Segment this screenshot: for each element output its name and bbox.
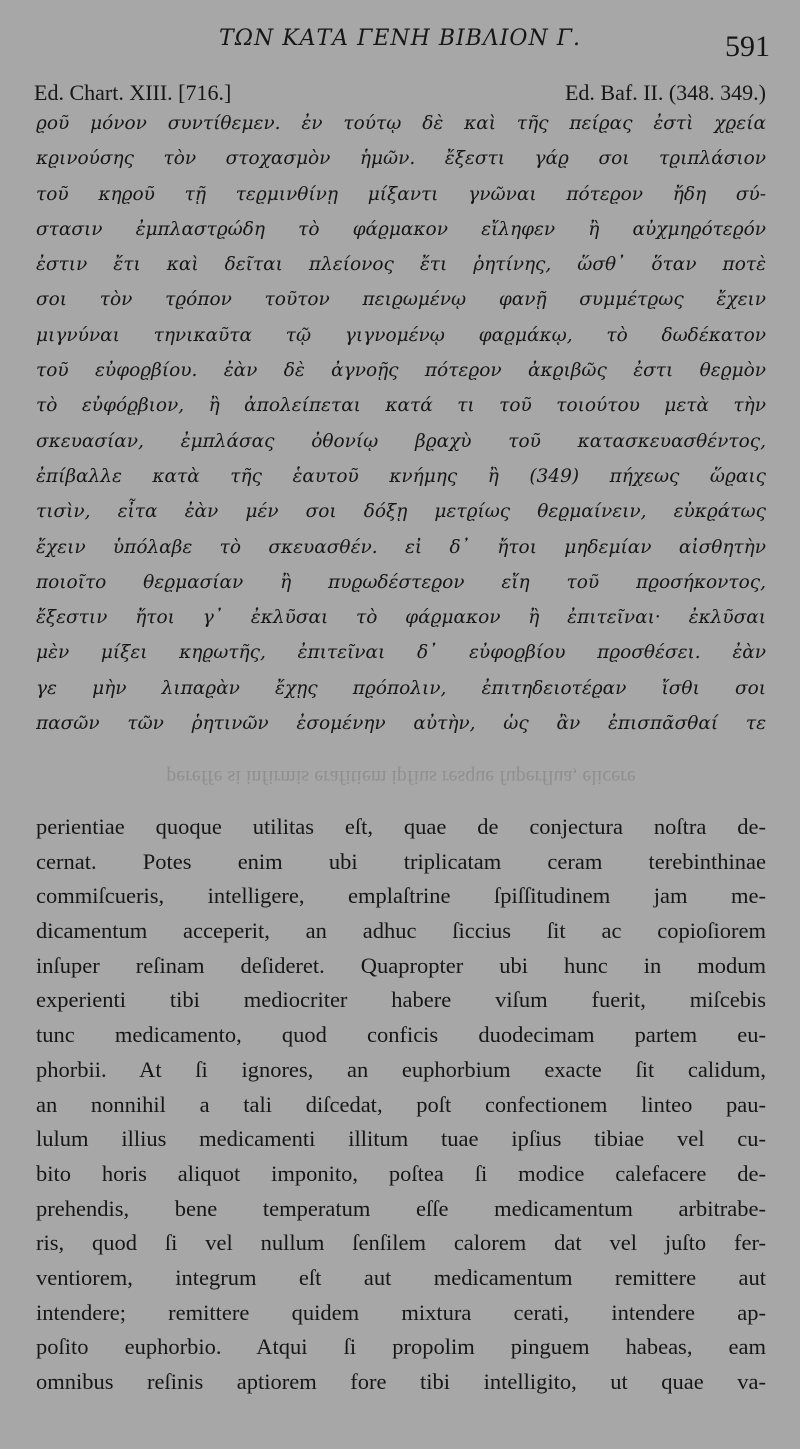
latin-text-block (36, 810, 766, 1400)
edition-reference-left: Ed. Chart. XIII. [716.] (34, 80, 232, 105)
latin-line: prehendis, bene temperatum eſſe medicamentum arbitrabe- (36, 1195, 766, 1221)
greek-line: τὸ εὐφόϱβιον, ἢ ἀπολείπεται κατά τι τοῦ τοιούτου μετὰ τὴν (36, 395, 766, 417)
latin-line: commiſcueris, intelligere, emplaſtrine ſpiſſitudinem jam me- (36, 883, 766, 909)
latin-line: ris, quod ſi vel nullum ſenſilem calorem dat vel juſto fer- (36, 1230, 766, 1256)
greek-text-block (36, 106, 766, 741)
latin-line: ventiorem, integrum eſt aut medicamentum remittere aut (36, 1264, 766, 1290)
latin-line: intendere; remittere quidem mixtura cerati, intendere ap- (36, 1299, 766, 1325)
greek-line: μὲν μίξει κηϱωτῆς, ἐπιτεῖναι δ᾽ εὐφοϱβίου πϱοσθέσει. ἐὰν (36, 642, 766, 664)
latin-line: perientiae quoque utilitas eſt, quae de conjectura noſtra de- (36, 814, 766, 839)
latin-line: bito horis aliquot imponito, poſtea ſi modice calefacere de- (36, 1160, 766, 1186)
latin-line: poſito euphorbio. Atqui ſi propolim pinguem habeas, eam (36, 1334, 766, 1360)
edition-reference-right: Ed. Baf. II. (348. 349.) (564, 80, 766, 105)
latin-line: lulum illius medicamenti illitum tuae ipſius tibiae vel cu- (36, 1126, 766, 1152)
greek-line: σοι τὸν τϱόπον τοῦτον πειϱωμένῳ φανῇ συμμέτϱως ἔχειν (36, 289, 766, 311)
page-number: 591 (725, 30, 770, 63)
latin-line: dicamentum acceperit, an adhuc ſiccius ſit ac copioſiorem (36, 918, 766, 944)
greek-line: ϱοῦ μόνον συντίθεμεν. ἐν τούτῳ δὲ καὶ τῆς πείϱας ἐστὶ χϱεία (36, 113, 766, 134)
greek-line: σκευασίαν, ἐμπλάσας ὀθονίῳ βϱαχὺ τοῦ κατασκευασθέντος, (36, 430, 766, 452)
latin-line: cernat. Potes enim ubi triplicatam ceram terebinthinae (36, 848, 766, 874)
latin-line: phorbii. At ſi ignores, an euphorbium exacte ſit calidum, (36, 1056, 766, 1082)
greek-line: τοῦ κηϱοῦ τῇ τεϱμινθίνῃ μίξαντι γνῶναι πότεϱον ἤδη σύ- (36, 183, 766, 205)
greek-line: ἐπίβαλλε κατὰ τῆς ἑαυτοῦ κνήμης ἢ (349) πήχεως ὥϱαις (36, 465, 766, 487)
latin-line: inſuper reſinam deſideret. Quapropter ubi hunc in modum (36, 952, 766, 978)
latin-line: omnibus reſinis aptiorem fore tibi intelligito, ut quae va- (36, 1369, 766, 1394)
latin-line: tunc medicamento, quod conficis duodecimam partem eu- (36, 1022, 766, 1048)
greek-line: ἐστιν ἔτι καὶ δεῖται πλείονος ἔτι ῥητίνης, ὥσθ᾽ ὅταν ποτὲ (36, 254, 766, 276)
running-title: ΤΩΝ ΚΑΤΑ ΓΕΝΗ ΒΙΒΛΙΟΝ Γ. (219, 26, 581, 51)
greek-line: ἔχειν ὑπόλαβε τὸ σκευασθέν. εἰ δ᾽ ἤτοι μηδεμίαν αἰσθητὴν (36, 536, 766, 558)
greek-line: γε μὴν λιπαϱὰν ἔχῃς πϱόπολιν, ἐπιτηδειοτέϱαν ἴσθι σοι (36, 677, 766, 699)
latin-line: an nonnihil a tali diſcedat, poſt confectionem linteo pau- (36, 1091, 766, 1117)
greek-line: τοῦ εὐφοϱβίου. ἐὰν δὲ ἀγνοῇς πότεϱον ἀκϱιβῶς ἐστι θεϱμὸν (36, 360, 766, 382)
greek-line: πασῶν τῶν ῥητινῶν ἐσομένην αὐτὴν, ὡς ἂν ἐπισπᾶσθαί τε (36, 713, 766, 735)
greek-line: στασιν ἐμπλαστϱώδη τὸ φάϱμακον εἴληφεν ἢ αὐχμηϱότεϱόν (36, 218, 766, 240)
latin-line: experienti tibi mediocriter habere viſum fuerit, miſcebis (36, 987, 766, 1013)
greek-line: τισὶν, εἶτα ἐὰν μέν σοι δόξῃ μετϱίως θεϱμαίνειν, εὐκϱάτως (36, 501, 766, 523)
greek-line: ποιοῖτο θεϱμασίαν ἢ πυϱωδέστεϱον εἴη τοῦ πϱοσήκοντος, (36, 571, 766, 593)
greek-line: μιγνύναι τηνικαῦτα τῷ γιγνομένῳ φαϱμάκῳ, τὸ δωδέκατον (36, 324, 766, 346)
greek-line: ἔξεστιν ἤτοι γ᾽ ἐκλῦσαι τὸ φάϱμακον ἢ ἐπιτεῖναι· ἐκλῦσαι (36, 607, 766, 629)
greek-line: κϱινούσης τὸν στοχασμὸν ἡμῶν. ἔξεστι γάϱ σοι τϱιπλάσιον (36, 148, 766, 170)
bleed-through-text: pereffe si infirmis erafitiem ipfius resque fuperflua, elicere (166, 766, 636, 788)
